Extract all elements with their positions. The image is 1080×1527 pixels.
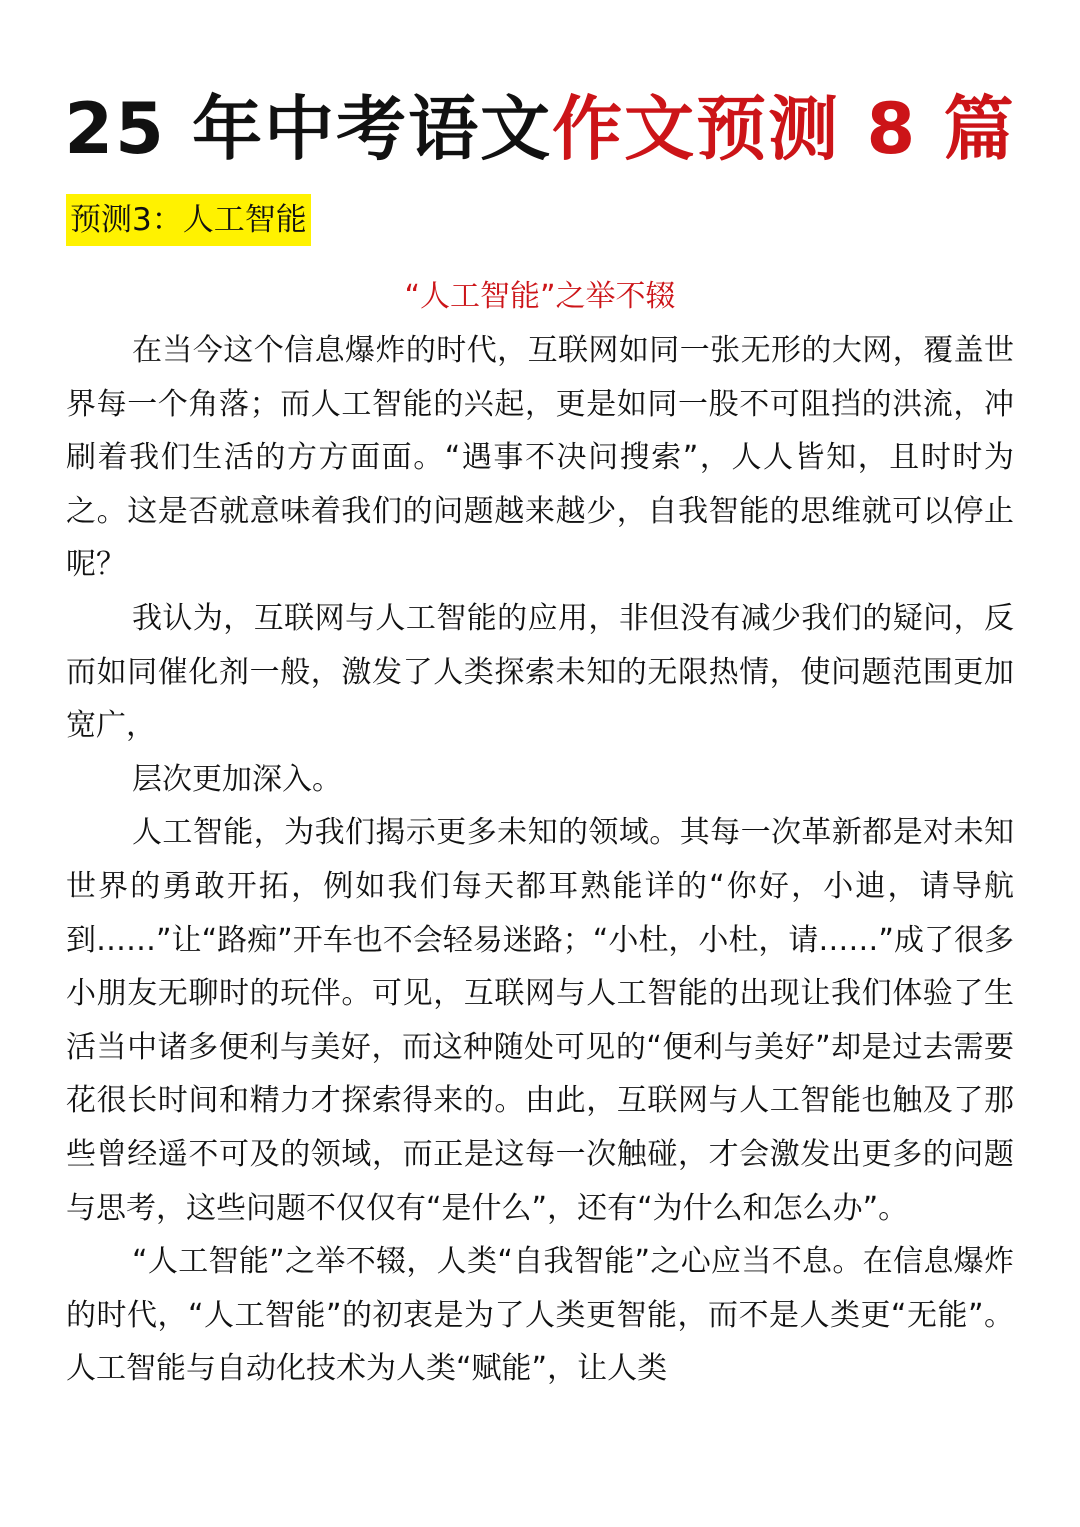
page-title	[0, 86, 1080, 172]
essay-paragraph: 层次更加深入。	[132, 761, 342, 797]
page-title-black-part: 25 年中考语文	[64, 88, 553, 170]
essay-paragraph: 在当今这个信息爆炸的时代，互联网如同一张无形的大网，覆盖世界每一个角落；而人工智能的兴起，更是如同一股不可阻挡的洪流，冲刷着我们生活的方方面面。“遇事不决问搜索”，人人皆知，且时时为之。这是否就意味着我们的问题越来越少，自我智能的思维就可以停止呢？	[66, 333, 1014, 583]
essay-paragraph: 人工智能，为我们揭示更多未知的领域。其每一次革新都是对未知世界的勇敢开拓，例如我们每天都耳熟能详的“你好，小迪，请导航到……”让“路痴”开车也不会轻易迷路；“小杜，小杜，请……”成了很多小朋友无聊时的玩伴。可见，互联网与人工智能的出现让我们体验了生活当中诸多便利与美好，而这种随处可见的“便利与美好”却是过去需要花很长时间和精力才探索得来的。由此，互联网与人工智能也触及了那些曾经遥不可及的领域，而正是这每一次触碰，才会激发出更多的问题与思考，这些问题不仅仅有“是什么”，还有“为什么和怎么办”。	[66, 815, 1014, 1226]
essay-paragraph: 我认为，互联网与人工智能的应用，非但没有减少我们的疑问，反而如同催化剂一般，激发了人类探索未知的无限热情，使问题范围更加宽广，	[66, 600, 1014, 744]
essay-paragraph: “人工智能”之举不辍，人类“自我智能”之心应当不息。在信息爆炸的时代，“人工智能”的初衷是为了人类更智能，而不是人类更“无能”。人工智能与自动化技术为人类“赋能”，让人类	[66, 1244, 1014, 1387]
page-title-red-part: 作文预测 8 篇	[552, 88, 1016, 170]
essay-title: “人工智能”之举不辍	[404, 279, 676, 314]
essay-body	[66, 324, 1014, 1396]
section-tag: 预测3：人工智能	[66, 194, 311, 246]
